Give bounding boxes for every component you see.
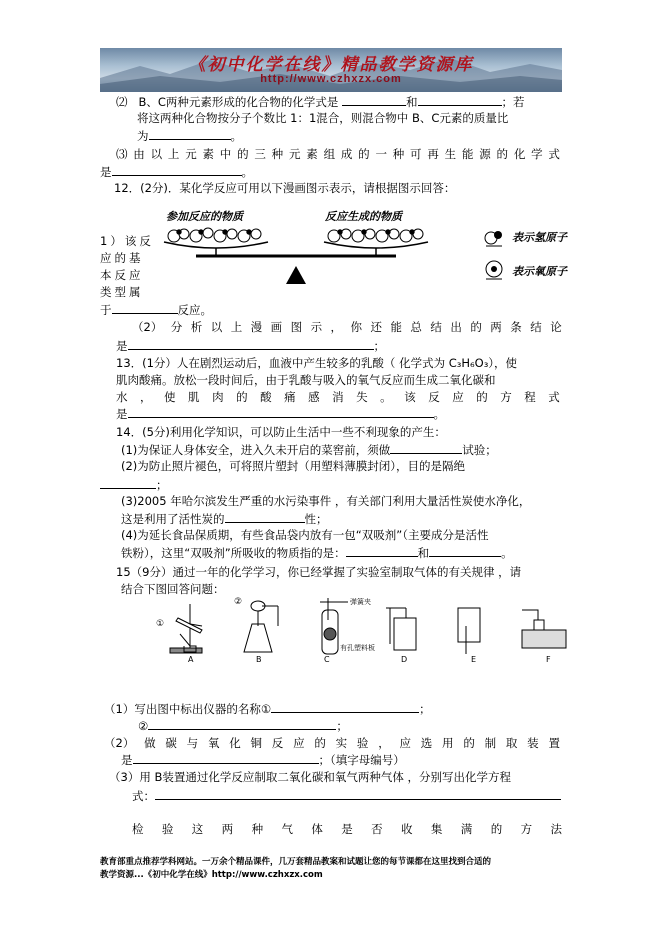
q11-p2-line3-end: 。 <box>230 129 242 143</box>
word: 酸 <box>260 390 272 404</box>
apparatus-a <box>170 604 202 653</box>
banner-title: 《初中化学在线》精品教学资源库 <box>188 55 474 75</box>
marker-2: ② <box>234 597 243 607</box>
q15-a2-line2 <box>121 752 405 768</box>
q12-p1-line: 应的基 <box>100 251 144 265</box>
q14-item4-line2 <box>121 545 513 561</box>
word: 验 <box>161 822 174 836</box>
word: 方 <box>520 822 533 836</box>
word: 肌 <box>188 390 200 404</box>
word: 种 <box>271 147 284 161</box>
q13-line4-pre: 是 <box>116 407 128 421</box>
word: 组 <box>323 147 336 161</box>
q11-p2-text: B、C两种元素形成的化合物的化学式是 <box>138 95 339 109</box>
word: 总 <box>410 320 422 334</box>
answer-blank[interactable] <box>128 406 434 418</box>
q12-p2-line2-end: ； <box>373 339 385 353</box>
q14-item2-end: ； <box>156 478 168 492</box>
word: 你 <box>350 320 363 334</box>
q14-item2-line2 <box>100 477 168 493</box>
header-banner <box>100 48 562 92</box>
word: 气 <box>281 822 293 836</box>
q11-p3-line1 <box>116 147 560 162</box>
word: 可 <box>410 147 422 161</box>
word: 示 <box>310 320 323 334</box>
q14-item3-line1: (3)2005 年哈尔滨发生严重的水污染事件 ，有关部门利用大量活性炭使水净化， <box>121 494 531 508</box>
word: 用 <box>442 736 454 750</box>
balance-scale-illustration <box>156 222 446 292</box>
word: 的 <box>490 822 503 836</box>
word: 画 <box>270 320 283 334</box>
word: 感 <box>308 390 320 404</box>
apparatus-label-c: C <box>324 655 330 664</box>
clamp-label: 弹簧夹 <box>350 598 371 606</box>
word: 还 <box>370 320 382 334</box>
q12-p1-tail-pre: 于 <box>100 303 112 317</box>
word: 的 <box>314 736 326 750</box>
word: 选 <box>420 736 433 750</box>
right-pan-label: 反应生成的物质 <box>325 210 402 223</box>
word: 结 <box>530 320 542 334</box>
word: 肉 <box>212 390 224 404</box>
apparatus-f <box>522 610 566 648</box>
word: 满 <box>460 822 473 836</box>
q13-line1: 13．(1分）人在剧烈运动后，血液中产生较多的乳酸（ 化学式为 C₃H₆O₃），使 <box>116 356 518 370</box>
answer-blank[interactable] <box>342 94 406 106</box>
word: 三 <box>254 147 266 161</box>
word: 应 <box>399 736 411 750</box>
word: 做 <box>144 736 156 750</box>
word: 元 <box>288 147 301 161</box>
q12-p1-tail-end: 反应。 <box>177 303 212 317</box>
q11-p3-num: ⑶ <box>116 147 128 161</box>
q14-stem: 14．(5分)利用化学知识，可以防止生活中一些不利现象的产生： <box>116 425 446 439</box>
answer-blank[interactable] <box>100 477 156 489</box>
word: 出 <box>450 320 462 334</box>
plate-label: 有孔塑料板 <box>340 644 375 652</box>
apparatus-label-d: D <box>401 655 408 664</box>
q15-stem-line2: 结合下图回答问题： <box>121 582 225 596</box>
word: 两 <box>490 320 502 334</box>
q12-p2-line2-pre: 是 <box>116 339 128 353</box>
q15-a1-line1 <box>104 701 431 717</box>
word: 素 <box>202 147 214 161</box>
word: 碳 <box>165 736 177 750</box>
q13-line4 <box>116 406 445 422</box>
lab-apparatus-illustration <box>150 596 570 666</box>
word: 的 <box>463 736 475 750</box>
footer-line1: 教育部重点推荐学科网站。一万余个精品课件，几万套精品教案和试题让您的每节课都在这里找到合适的 <box>100 857 492 867</box>
q15-a1b-end: ； <box>336 719 348 733</box>
q11-p2-and: 和 <box>406 95 418 109</box>
word: 检 <box>132 822 144 836</box>
word: 式 <box>548 147 560 161</box>
word: 再 <box>427 147 439 161</box>
q15-a3-line1: （3）用 B装置通过化学反应制取二氧化碳和氧气两种气体 ，分别写出化学方程 <box>109 770 512 784</box>
q12-p1-tail <box>100 302 212 318</box>
word: 装 <box>527 736 539 750</box>
q14-item4-line1: (4)为延长食品保质期，有些食品袋内放有一包“双吸剂”（主要成分是活性 <box>121 528 489 542</box>
left-pan-label: 参加反应的物质 <box>166 210 243 223</box>
q14-item1-text: (1)为保证人身体安全，进入久未开启的菜窖前，须做 <box>121 443 391 457</box>
word: 痛 <box>284 390 296 404</box>
q11-p2-tail: ；若 <box>501 95 525 109</box>
hydrogen-atom-legend-icon <box>483 226 505 248</box>
q11-p2-line3 <box>137 128 242 144</box>
q14-item2-line1: (2)为防止照片褪色，可将照片塑封（用塑料薄膜封闭），目的是隔绝 <box>121 459 466 473</box>
q15-a2-line2-end: ；（填字母编号） <box>318 753 405 767</box>
q15-a1b-text: ② <box>138 719 149 733</box>
q13-line3 <box>116 390 560 405</box>
word: 种 <box>392 147 405 161</box>
word: 图 <box>290 320 303 334</box>
q11-p3-line2 <box>100 164 253 180</box>
product-molecules <box>328 229 423 242</box>
word: 的 <box>237 147 249 161</box>
word: 以 <box>210 320 223 334</box>
q11-p2-num: ⑵ <box>116 95 128 109</box>
word: 水 <box>116 390 128 404</box>
q13-line4-end: 。 <box>433 407 445 421</box>
word: 条 <box>510 320 522 334</box>
word: 制 <box>484 736 497 750</box>
word: 一 <box>375 147 387 161</box>
q12-p2-line2 <box>116 338 385 354</box>
word: 的 <box>470 320 482 334</box>
word: 元 <box>185 147 197 161</box>
apparatus-d <box>386 608 416 650</box>
answer-blank[interactable] <box>133 752 319 764</box>
word: 能 <box>461 147 474 161</box>
word: 的 <box>358 147 370 161</box>
q14-item4-end: 。 <box>501 546 513 560</box>
answer-blank[interactable] <box>429 545 501 557</box>
word: 验 <box>356 736 369 750</box>
answer-blank[interactable] <box>346 545 418 557</box>
word: 与 <box>186 736 199 750</box>
q14-item1-end: 试验； <box>462 443 497 457</box>
word: 中 <box>219 147 232 161</box>
word: 该 <box>404 390 416 404</box>
q14-item3-end: 性； <box>304 512 328 526</box>
word: 生 <box>444 147 457 161</box>
word: ， <box>330 320 343 334</box>
answer-blank[interactable] <box>112 302 178 314</box>
fulcrum <box>286 266 306 284</box>
word: 源 <box>479 147 491 161</box>
word: 析 <box>190 320 203 334</box>
answer-blank[interactable] <box>149 128 231 140</box>
q12-stem: 12．(2分)．某化学反应可用以下漫画图示表示，请根据图示回答： <box>114 181 456 195</box>
q12-p1-line: 1）该反 <box>100 234 154 248</box>
q15-a1-text: （1）写出图中标出仪器的名称① <box>104 702 272 716</box>
word: 反 <box>271 736 284 750</box>
apparatus-e <box>458 608 480 654</box>
q15-a3-line2-pre: 式： <box>132 789 155 803</box>
word: 应 <box>452 390 464 404</box>
q12-p2-line1 <box>132 320 562 335</box>
word: 结 <box>430 320 442 334</box>
word: ， <box>140 390 152 404</box>
word: 由 <box>133 147 145 161</box>
apparatus-b <box>244 601 278 652</box>
apparatus-label-a: A <box>188 655 194 664</box>
q15-stem-line1: 15（9分）通过一年的化学学习，你已经掌握了实验室制取气体的有关规律 ，请 <box>116 565 522 579</box>
word: 使 <box>164 390 176 404</box>
banner-url[interactable]: http://www.czhxzx.com <box>260 73 402 85</box>
word: 化 <box>513 147 526 161</box>
word: 种 <box>251 822 264 836</box>
word: 否 <box>371 822 383 836</box>
word: 以 <box>150 147 163 161</box>
q11-p3-line2-end: 。 <box>241 165 253 179</box>
answer-blank[interactable] <box>418 94 502 106</box>
answer-blank[interactable] <box>271 701 419 713</box>
word: 的 <box>496 147 509 161</box>
word: 的 <box>476 390 488 404</box>
word: 方 <box>500 390 512 404</box>
word: （2） <box>104 736 135 750</box>
word: 漫 <box>250 320 263 334</box>
q15-a1-line2 <box>138 718 348 734</box>
word: 法 <box>550 822 562 836</box>
word: （2） <box>132 320 163 334</box>
answer-blank[interactable] <box>128 338 374 350</box>
word: 置 <box>548 736 560 750</box>
word: 上 <box>230 320 243 334</box>
oxygen-atom-legend-icon <box>483 258 505 280</box>
apparatus-label-e: E <box>471 655 477 664</box>
q13-line2: 肌肉酸痛。放松一段时间后，由于乳酸与吸入的氧气反应而生成二氧化碳和 <box>116 373 496 387</box>
word: 氧 <box>207 736 220 750</box>
word: ， <box>378 736 390 750</box>
q15-a3-line2 <box>132 788 561 804</box>
word: 学 <box>531 147 543 161</box>
q11-p3-line2-pre: 是 <box>100 165 112 179</box>
word: 两 <box>221 822 234 836</box>
footer-line2: 教学资源...《初中化学在线》http://www.czhxzx.com <box>100 870 323 880</box>
left-pan <box>164 242 268 248</box>
apparatus-label-b: B <box>256 655 262 664</box>
word: 铜 <box>250 736 263 750</box>
word: 化 <box>229 736 241 750</box>
q15-a2-line2-pre: 是 <box>121 753 133 767</box>
word: 这 <box>191 822 204 836</box>
q15-a2-line1 <box>104 736 560 751</box>
word: 论 <box>550 320 562 334</box>
word: 能 <box>390 320 402 334</box>
q12-p1-line: 本反应 <box>100 268 144 282</box>
word: 应 <box>293 736 305 750</box>
answer-blank[interactable] <box>155 788 561 800</box>
q12-p1-line: 类型属 <box>100 285 144 299</box>
word: 反 <box>428 390 440 404</box>
apparatus-label-f: F <box>546 655 551 664</box>
q14-item3-text: 这是利用了活性炭的 <box>121 512 225 526</box>
word: 的 <box>236 390 248 404</box>
q15-a4-line1 <box>132 822 562 837</box>
q14-item1 <box>121 442 497 458</box>
q11-p2-line1 <box>116 94 525 110</box>
word: 程 <box>524 390 536 404</box>
marker-1: ① <box>156 619 165 629</box>
reactant-molecules <box>168 228 261 242</box>
word: 集 <box>430 822 443 836</box>
word: 是 <box>341 822 353 836</box>
q15-a1-end: ； <box>419 702 431 716</box>
word: 收 <box>401 822 413 836</box>
answer-blank[interactable] <box>112 164 242 176</box>
right-pan <box>324 242 428 248</box>
word: 分 <box>170 320 183 334</box>
word: 式 <box>548 390 560 404</box>
word: 。 <box>380 390 392 404</box>
q14-item3-line2 <box>121 511 328 527</box>
word: 取 <box>505 736 518 750</box>
answer-blank[interactable] <box>148 718 336 730</box>
word: 成 <box>340 147 353 161</box>
answer-blank[interactable] <box>390 442 462 454</box>
answer-blank[interactable] <box>225 511 305 523</box>
word: 实 <box>335 736 348 750</box>
legend-hydrogen-label: 表示氢原子 <box>512 231 567 244</box>
q14-item4-and: 和 <box>417 546 430 560</box>
word: 体 <box>311 822 323 836</box>
word: 消 <box>332 390 344 404</box>
q11-p2-line3-pre: 为 <box>137 129 149 143</box>
word: 素 <box>306 147 318 161</box>
word: 失 <box>356 390 368 404</box>
q14-item4-text: 铁粉），这里“双吸剂”所吸收的物质指的是： <box>121 546 346 560</box>
legend-oxygen-label: 表示氧原子 <box>512 265 567 278</box>
q11-p2-line2: 将这两种化合物按分子个数比 1：1混合，则混合物中 B、C元素的质量比 <box>137 111 509 125</box>
word: 上 <box>167 147 180 161</box>
